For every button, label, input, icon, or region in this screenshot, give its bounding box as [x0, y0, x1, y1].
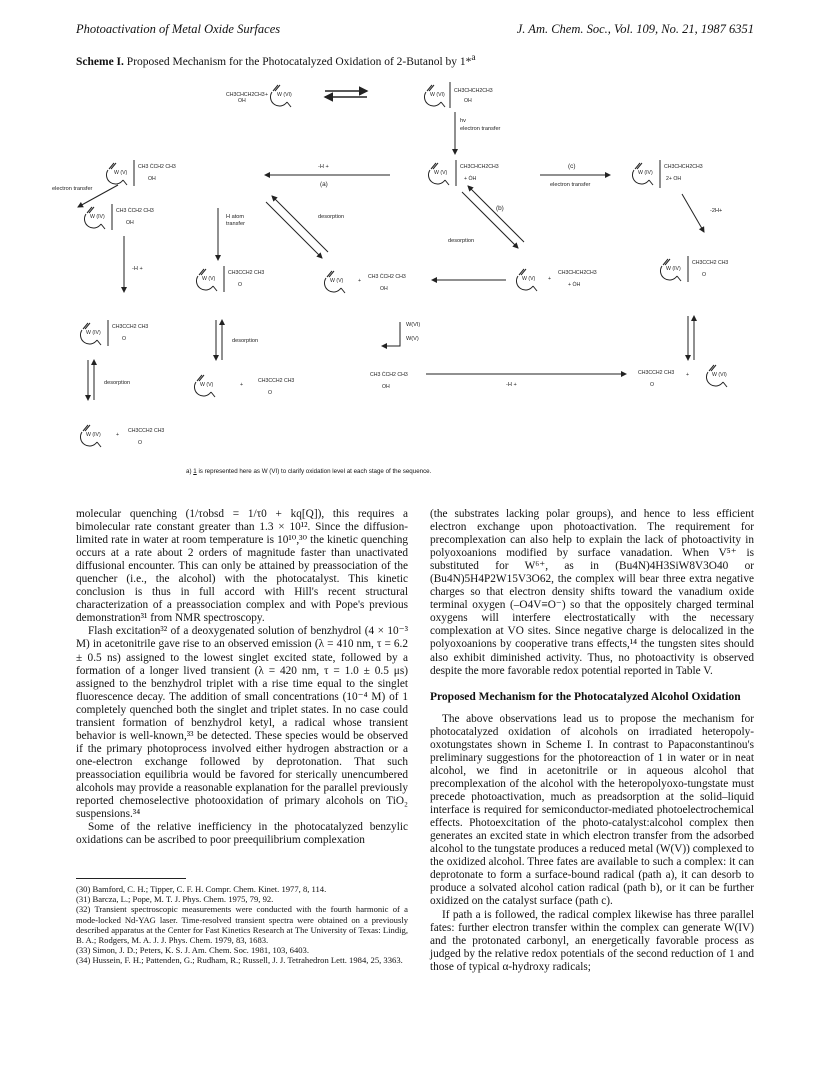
species-ketone-mid: CH3CCH2 CH3: [228, 270, 265, 276]
label-path-b: (b): [496, 205, 504, 212]
species-w-v-radical: W (V): [114, 170, 128, 176]
species-ketone-bottom: CH3CCH2 CH3: [128, 428, 165, 434]
species-w-v-oh-2: W (V): [200, 382, 214, 388]
species-oh-free: OH: [380, 286, 388, 292]
species-radical-cation-b: CH3CHCH2CH3: [558, 270, 597, 276]
running-header-left: Photoactivation of Metal Oxide Surfaces: [76, 22, 281, 36]
species-plus-oh: + ȮH: [464, 176, 477, 182]
right-paragraph-3: If path a is followed, the radical complex likewise has three parallel fates: further electron transfer within the complex can generate W(IV) and the protonated carbonyl, an energetically favorable process as judged by the relative redox potentials of the second reduction of 1 and those of typical α-hydroxy radicals;: [430, 908, 754, 973]
label-desorption-a: desorption: [318, 214, 345, 220]
section-heading: Proposed Mechanism for the Photocatalyzed Alcohol Oxidation: [430, 690, 741, 703]
species-plus-oh-b: + ȮH: [568, 282, 581, 288]
plus-sign: +: [265, 92, 269, 98]
plus-sign-6: +: [116, 432, 120, 438]
species-radical-alcohol-left: CH3 ĊCH2 CH3: [116, 208, 154, 214]
species-w-vi-final: W (VI): [712, 372, 727, 378]
scheme-caption: Proposed Mechanism for the Photocatalyzed Oxidation of 2-Butanol by 1*: [126, 55, 472, 68]
footnote-34: (34) Hussein, F. H.; Pattenden, G.; Rudham, R.; Russell, J. J. Tetrahedron Lett. 1984, 25, 3363.: [76, 955, 403, 966]
species-radical-cation: CH3CHCH2CH3: [460, 164, 499, 170]
footnotes: [76, 878, 408, 966]
plus-sign-3: +: [548, 276, 552, 282]
scheme-title: [76, 52, 766, 68]
label-electron-transfer-c: electron transfer: [550, 182, 591, 188]
scheme-caption-sup: a: [471, 52, 476, 63]
scheme-footnote: [186, 468, 431, 475]
right-paragraph-2: The above observations lead us to propose the mechanism for photocatalyzed oxidation of alcohols on irradiated heteropoly-oxotungstates shown in Scheme I. In contrast to Papaconstantinou's preliminary suggestions for the photoreaction of 1 in water or in neat alcohol, we find in acetonitrile or in aqueous alcohol that precomplexation of the alcohol with the heteropolyoxo-tungstate must precede photoactivation, much as preadsorption at the solid–liquid interface is required for semiconductor-mediated photoelectrochemical effects. Photoexcitation of the photo-catalyst:alcohol complex then generates an excited state in which electron transfer from the adsorbed alcohol to the tungstate produces a reduced metal (W(V)) complexed to the oxidized alcohol. Three fates are available to such a complex: it can deprotonate to form a surface-bound radical (path a), it can desorb to produce a solvated alcohol cation radical (path b), or it can be further oxidized on the catalyst surface (path c).: [430, 712, 754, 908]
left-paragraph-3: Some of the relative inefficiency in the photocatalyzed benzylic oxidations can be ascribed to poor preequilibrium complexation: [76, 821, 408, 847]
species-ketone-o-left: O: [122, 336, 127, 342]
right-paragraph-1: (the substrates lacking polar groups), and hence to less efficient electron exchange upon photoactivation. The requirement for precomplexation can also help to explain the lack of photoactivity in polyoxoanions modified by surface vanadation. When V⁵⁺ is substituted for W⁶⁺, as in (Bu4N)4H3SiW8V3O40 or (Bu4N)5H4P2W15V3O62, the complex will bear three extra negative charges so that electron density shifts toward the vanadium oxide terminal oxygen (–O4V≡O⁻) so that the oppositely charged terminal oxygens will interfere electrostatically with the necessary complexation at VO sites. Since negative charge is delocalized in the polyoxoanions by cooperative trans effects,¹⁴ the tungsten sites should also exhibit diminished activity. Thus, no photoactivity is observed despite the more favorable redox potential reported in Table V.: [430, 508, 754, 677]
footnote-a-mid: is represented here as: [198, 468, 261, 475]
species-w-iv-final: W (IV): [86, 432, 101, 438]
label-desorption-b: desorption: [448, 238, 475, 244]
species-butanol: CH3CHCH2CH3: [226, 92, 265, 98]
species-w-vi: W (VI): [277, 92, 292, 98]
label-desorption-left: desorption: [104, 380, 131, 386]
label-minus-h-left: -H +: [132, 266, 143, 272]
species-w-iv-ketone: W (IV): [86, 330, 101, 336]
plus-sign-2: +: [358, 278, 362, 284]
species-butanol-c: CH3CHCH2CH3: [664, 164, 703, 170]
label-hv: hv: [460, 118, 466, 124]
label-minus-h-a: -H +: [318, 164, 329, 170]
footnote-33: (33) Simon, J. D.; Peters, K. S. J. Am. Chem. Soc. 1981, 103, 6403.: [76, 945, 309, 956]
mechanism-scheme: [52, 70, 760, 470]
species-radical-alcohol-final: CH3 ĊCH2 CH3: [370, 372, 408, 378]
label-w-v: W(V): [406, 336, 419, 342]
right-column: [430, 508, 754, 974]
label-minus-h-final: -H +: [506, 382, 517, 388]
species-ketone-right: CH3CCH2 CH3: [692, 260, 729, 266]
species-ketone-o-right: O: [702, 272, 707, 278]
footnote-a-prefix: a): [186, 468, 192, 475]
running-header-right: J. Am. Chem. Soc., Vol. 109, No. 21, 1987 6351: [516, 22, 754, 36]
species-w-iv-left: W (IV): [90, 214, 105, 220]
label-electron-transfer-top: electron transfer: [460, 126, 501, 132]
species-ketone-desorbed: CH3CCH2 CH3: [258, 378, 295, 384]
plus-sign-4: +: [686, 372, 690, 378]
footnote-a-one: 1: [193, 468, 197, 475]
label-path-c: (c): [568, 163, 576, 170]
species-ketone-left: CH3CCH2 CH3: [112, 324, 149, 330]
footnote-a-wvi: W (VI): [261, 468, 280, 475]
species-w-iv-right: W (IV): [666, 266, 681, 272]
species-oh-radical: OH: [148, 176, 156, 182]
species-w-v-cation: W (V): [434, 170, 448, 176]
left-paragraph-1: molecular quenching (1/τobsd = 1/τ0 + kq[Q]), this requires a bimolecular rate constant greater than 1.3 × 10¹². Since the diffusion-limited rate in water at room temperature is 10¹⁰,³⁰ the kinetic quenching occurs at a rate about 2 orders of magnitude faster than unactivated diffusional encounter. This can only be attained by preassociation of the quencher (i.e., the alcohol) with the photocatalyst. This kinetic conclusion is thus in full accord with Hill's recent structural characterization of a preassociation complex and with Pope's previous demonstration³¹ from NMR spectroscopy.: [76, 508, 408, 625]
species-oh-final: OH: [382, 384, 390, 390]
footnote-rule: [76, 878, 186, 879]
species-oh: OH: [238, 98, 246, 104]
label-h-atom: H atom: [226, 214, 245, 220]
species-ketone-o-bottom: O: [138, 440, 143, 446]
species-oh-complex: OH: [464, 98, 472, 104]
label-desorption-mid: desorption: [232, 338, 259, 344]
species-two-plus-oh: 2+ OH: [666, 176, 682, 182]
species-w-iv-c: W (IV): [638, 170, 653, 176]
species-ketone-o-mid: O: [238, 282, 243, 288]
label-transfer: transfer: [226, 221, 245, 227]
species-w-v-free: W (V): [330, 278, 344, 284]
label-minus-2h: -2H+: [710, 208, 723, 214]
species-radical-alcohol: CH3 ĊCH2 CH3: [138, 164, 176, 170]
species-radical-alcohol-free: CH3 ĊCH2 CH3: [368, 274, 406, 280]
footnote-31: (31) Barcza, L.; Pope, M. T. J. Phys. Chem. 1975, 79, 92.: [76, 894, 274, 905]
species-oh-left: OH: [126, 220, 134, 226]
species-ketone-o-final: O: [650, 382, 655, 388]
species-ketone-final: CH3CCH2 CH3: [638, 370, 675, 376]
scheme-number: Scheme I.: [76, 55, 124, 68]
left-column: [76, 508, 408, 847]
species-w-vi-complex: W (VI): [430, 92, 445, 98]
species-w-v-b: W (V): [522, 276, 536, 282]
footnote-32: (32) Transient spectroscopic measurements were conducted with the fourth harmonic of a mode-locked Nd-YAG laser. Time-resolved transient spectra were obtained on a previously described apparatus at the Center for Fast Kinetics Research at The University of Texas: Lindig, B. A.; Rodgers, M. A. J. J. Phys. Chem. 1979, 83, 1683.: [76, 904, 408, 946]
footnote-30: (30) Bamford, C. H.; Tipper, C. F. H. Compr. Chem. Kinet. 1977, 8, 114.: [76, 884, 327, 894]
footnote-a-suffix: to clarify oxidation level at each stage of the sequence.: [281, 468, 432, 475]
plus-sign-5: +: [240, 382, 244, 388]
label-w-vi: W(VI): [406, 322, 421, 328]
species-w-v-oh: W (V): [202, 276, 216, 282]
species-ketone-o-desorbed: O: [268, 390, 273, 396]
species-butanol-complex: CH3CHCH2CH3: [454, 88, 493, 94]
label-path-a: (a): [320, 181, 328, 188]
left-paragraph-2: Flash excitation³² of a deoxygenated solution of benzhydrol (4 × 10⁻³ M) in acetonitrile gave rise to an observed emission (λ = 410 nm, τ = 6.2 ± 0.5 ns) assigned to the lowest singlet excited state, followed by a formation of a longer lived transient (λ = 420 nm, τ = 1.0 ± 0.5 μs) assigned to the benzhydrol triplet with a rise time equal to the singlet fluorescence decay. The addition of small concentrations (10⁻⁴ M) of 1 completely quenched both the singlet and triplet states. In no case could transient formation of benzhydrol ketyl, a radical whose transient behavior is well-known,³³ be detected. These species would be observed if the primary photoprocess involved either hydrogen abstraction or a one-electron exchange followed by deprotonation. That such preassociation equilibria would be favored for sterically unencumbered alcohols may provide a reasonable explanation for the parallel previously reported chemoselective photooxidation of primary alcohols on TiO₂ suspensions.³⁴: [76, 625, 408, 821]
label-electron-transfer-left: electron transfer: [52, 186, 93, 192]
